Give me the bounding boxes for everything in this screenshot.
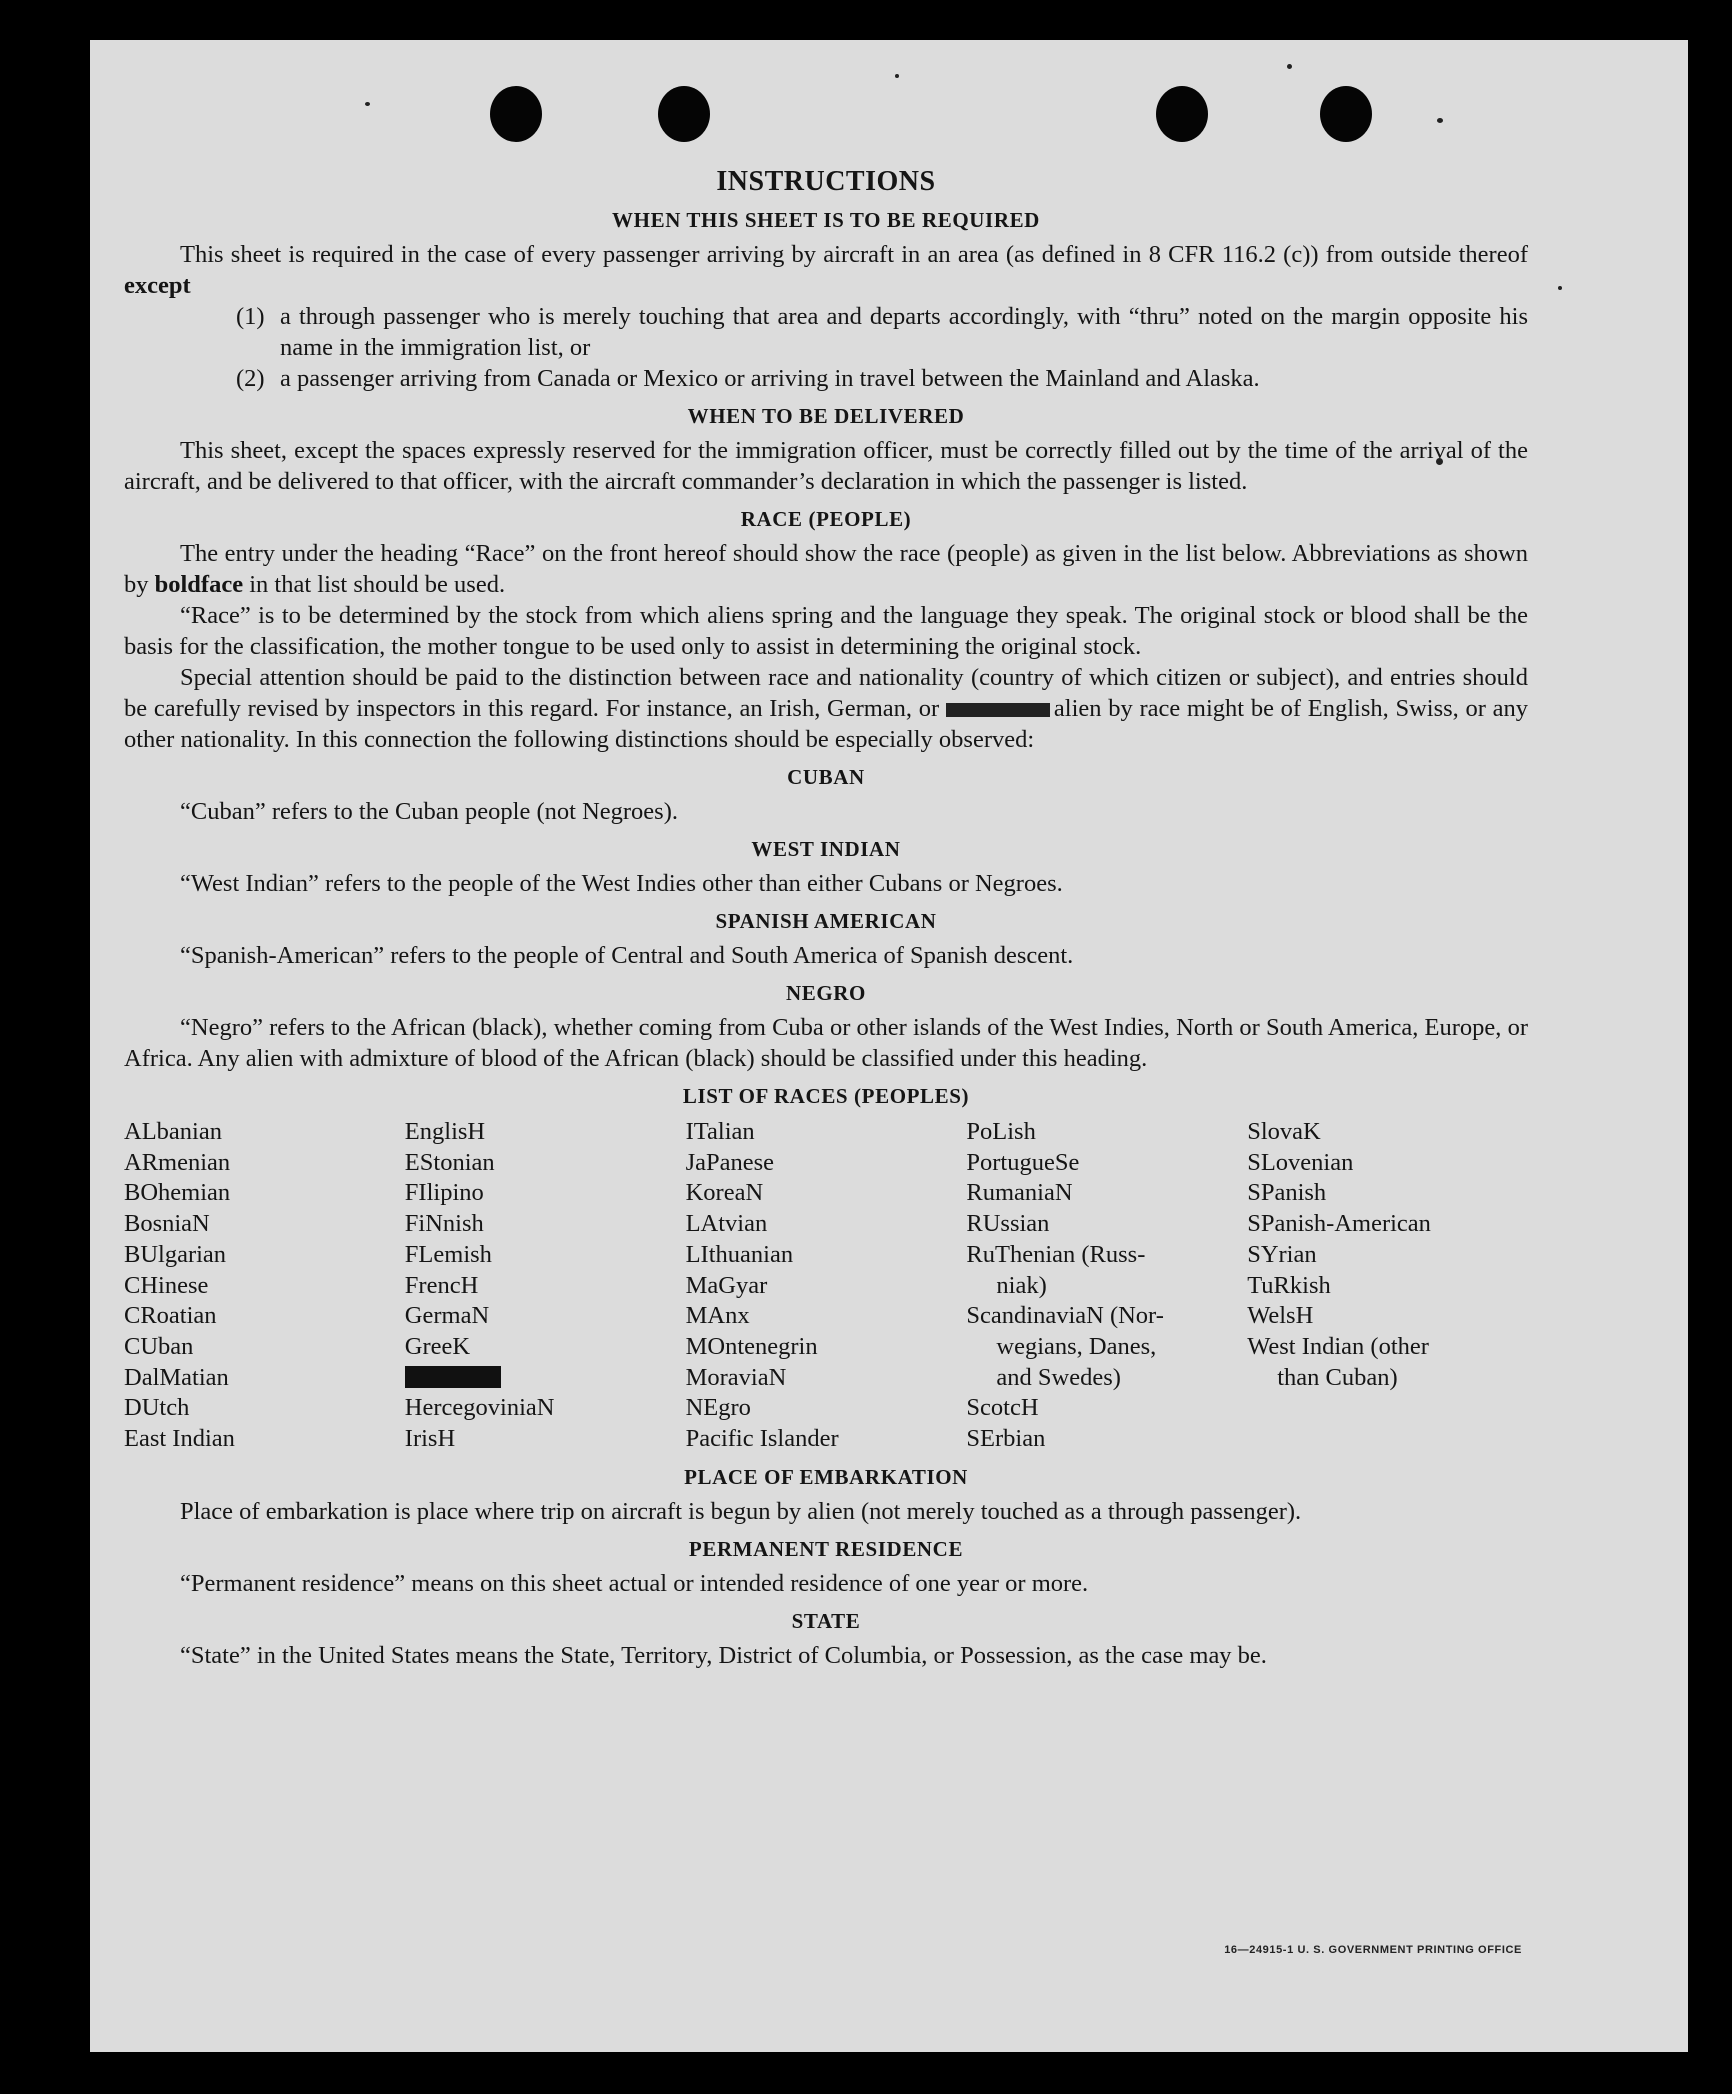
race-paragraph-3: Special attention should be paid to the distinction between race and nationality (country of which citizen or subject), and entries should be carefully revised by inspectors in this regard. For instance, an Irish, German, or alien by race might be of English, Swiss, or any other nationality. In this connection the following distinctions should be especially observed: — [124, 664, 1528, 753]
section-heading-required: WHEN THIS SHEET IS TO BE REQUIRED — [612, 208, 1040, 232]
punch-hole — [1156, 86, 1208, 142]
negro-text: “Negro” refers to the African (black), whether coming from Cuba or other islands of the West Indies, North or South America, Europe, or Africa. Any alien with admixture of blood of the African (black) should be classified under this heading. — [124, 1014, 1528, 1072]
race-entry: BUlgarian — [124, 1240, 227, 1268]
race-entry: GreeK — [404, 1332, 471, 1360]
required-intro: This sheet is required in the case of every passenger arriving by aircraft in an area (as defined in 8 CFR 116.2 (c)) from outside thereof except — [124, 241, 1528, 299]
printing-office-footer: 16—24915-1 U. S. GOVERNMENT PRINTING OFFICE — [1224, 1944, 1522, 1956]
race-entry: MoraviaN — [685, 1363, 787, 1391]
race-entry: Pacific Islander — [685, 1425, 839, 1453]
ink-speck — [1437, 118, 1443, 123]
instructions-content — [124, 160, 1528, 1671]
spanish-american-text: “Spanish-American” refers to the people of Central and South America of Spanish descent. — [180, 942, 1074, 969]
race-entry: FIlipino — [404, 1179, 484, 1207]
race-entry: RUssian — [966, 1210, 1050, 1238]
race-column — [405, 1117, 686, 1455]
race-entry: HercegoviniaN — [404, 1394, 555, 1422]
page-title: INSTRUCTIONS — [716, 166, 936, 197]
section-heading-delivered: WHEN TO BE DELIVERED — [687, 404, 965, 428]
race-entry: SLovenian — [1247, 1148, 1354, 1176]
residence-text: “Permanent residence” means on this sheet actual or intended residence of one year or more. — [180, 1569, 1089, 1597]
section-heading-negro: NEGRO — [785, 981, 866, 1005]
race-entry: ARmenian — [124, 1148, 231, 1176]
race-entry: CUban — [124, 1332, 194, 1360]
race-entry: GermaN — [404, 1302, 490, 1330]
race-entry: IrisH — [404, 1425, 456, 1453]
except-keyword: except — [124, 272, 191, 299]
race-entry: WelsH — [1247, 1302, 1314, 1330]
race-entry: TuRkish — [1247, 1271, 1331, 1299]
race-paragraph-2: “Race” is to be determined by the stock from which aliens spring and the language they speak. The original stock or blood shall be the basis for the classification, the mother tongue to be used only to assist in determining the original stock. — [124, 602, 1528, 660]
ink-speck — [365, 102, 370, 106]
punch-hole — [1320, 86, 1372, 142]
list-item: (1) a through passenger who is merely touching that area and departs accordingly, with “thru” noted on the margin opposite his name in the immigration list, or — [236, 303, 1528, 361]
race-entry: NEgro — [685, 1394, 751, 1422]
race-entry: RuThenian (Russ- — [966, 1240, 1146, 1268]
race-entry: than Cuban) — [1277, 1363, 1398, 1391]
race-entry: SYrian — [1247, 1240, 1317, 1268]
race-entry: RumaniaN — [966, 1179, 1073, 1207]
race-entry: SErbian — [966, 1425, 1046, 1453]
race-list-table — [124, 1117, 1528, 1455]
race-entry: EnglisH — [404, 1118, 486, 1145]
race-entry: BosniaN — [124, 1210, 210, 1238]
race-entry: ALbanian — [124, 1118, 222, 1145]
cuban-text: “Cuban” refers to the Cuban people (not Negroes). — [180, 798, 678, 825]
race-entry: CHinese — [124, 1271, 209, 1299]
race-entry: ScotcH — [966, 1394, 1039, 1422]
race-entry: SlovaK — [1247, 1118, 1321, 1145]
section-heading-race-list: LIST OF RACES (PEOPLES) — [682, 1084, 970, 1108]
race-entry: CRoatian — [124, 1302, 217, 1330]
race-entry: ScandinaviaN (Nor- — [966, 1302, 1164, 1330]
state-text: “State” in the United States means the State, Territory, District of Columbia, or Possession, as the case may be. — [180, 1641, 1267, 1669]
delivered-text: This sheet, except the spaces expressly reserved for the immigration officer, must be correctly filled out by the time of the arrival of the aircraft, and be delivered to that officer, with the aircraft commander’s declaration in which the passenger is listed. — [124, 437, 1528, 495]
punch-hole — [658, 86, 710, 142]
race-entry: LAtvian — [685, 1210, 768, 1238]
ink-speck — [1287, 64, 1292, 69]
race-entry: DUtch — [124, 1394, 190, 1422]
section-heading-west-indian: WEST INDIAN — [751, 837, 901, 861]
ink-speck — [895, 74, 899, 78]
punch-hole — [490, 86, 542, 142]
race-entry: JaPanese — [685, 1148, 775, 1176]
race-entry: PoLish — [966, 1118, 1036, 1145]
race-entry: MOntenegrin — [685, 1332, 818, 1360]
race-entry-redacted — [405, 1363, 686, 1394]
list-item: (2) a passenger arriving from Canada or Mexico or arriving in travel between the Mainland and Alaska. — [236, 365, 1260, 392]
race-entry: FLemish — [404, 1240, 492, 1268]
race-column — [1247, 1117, 1528, 1455]
race-entry: EStonian — [404, 1148, 495, 1176]
race-entry: BOhemian — [124, 1179, 231, 1207]
race-entry: FiNnish — [404, 1210, 484, 1238]
race-entry: and Swedes) — [996, 1363, 1121, 1391]
race-paragraph-1: The entry under the heading “Race” on the front hereof should show the race (people) as given in the list below. Abbreviations as shown by boldface in that list should be used. — [124, 540, 1528, 598]
section-heading-race: RACE (PEOPLE) — [740, 507, 912, 531]
race-entry: FrencH — [404, 1271, 479, 1299]
section-heading-residence: PERMANENT RESIDENCE — [688, 1536, 964, 1561]
embarkation-text: Place of embarkation is place where trip on aircraft is begun by alien (not merely touched as a through passenger). — [180, 1497, 1302, 1525]
race-entry: LIthuanian — [685, 1240, 794, 1268]
redaction-mark — [405, 1366, 501, 1388]
section-heading-state: STATE — [791, 1608, 861, 1633]
race-entry: East Indian — [124, 1425, 235, 1453]
race-entry: DalMatian — [124, 1363, 229, 1391]
race-entry: wegians, Danes, — [996, 1332, 1157, 1360]
redaction-mark — [946, 703, 1050, 717]
race-entry: PortugueSe — [966, 1148, 1080, 1176]
race-entry: West Indian (other — [1247, 1332, 1429, 1360]
section-heading-embarkation: PLACE OF EMBARKATION — [684, 1464, 968, 1489]
race-column — [966, 1117, 1247, 1455]
race-entry: MaGyar — [685, 1271, 768, 1299]
west-indian-text: “West Indian” refers to the people of the West Indies other than either Cubans or Negroes. — [180, 870, 1063, 897]
race-column — [124, 1117, 405, 1455]
ink-speck — [1558, 286, 1562, 290]
race-entry: MAnx — [685, 1302, 750, 1330]
section-heading-spanish-american: SPANISH AMERICAN — [715, 909, 937, 933]
race-entry: niak) — [996, 1271, 1047, 1299]
section-heading-cuban: CUBAN — [787, 765, 865, 789]
race-entry: KoreaN — [685, 1179, 764, 1207]
race-column — [686, 1117, 967, 1455]
race-entry: SPanish-American — [1247, 1210, 1431, 1238]
race-entry: ITalian — [685, 1118, 755, 1145]
race-entry: SPanish — [1247, 1179, 1327, 1207]
